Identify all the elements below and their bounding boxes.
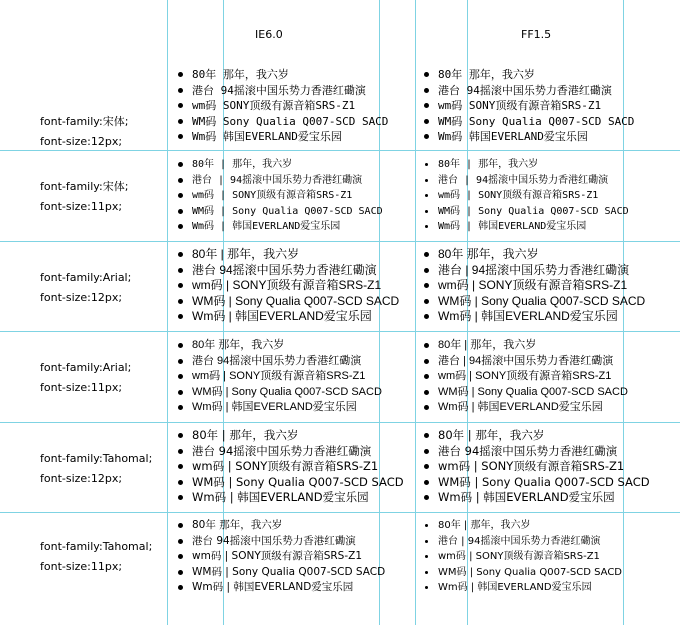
list-item-text: WM码 | Sony Qualia Q007-SCD SACD: [438, 474, 650, 489]
list-item: [422, 428, 650, 444]
sample-list-ff: [422, 67, 634, 145]
sample-list-ff: [422, 338, 628, 416]
bullet-icon: [424, 433, 429, 438]
list-item-text: 港台 | 94摇滚中国乐势力香港红磡演: [438, 354, 614, 367]
list-item-text: WM码 Sony Qualia Q007-SCD SACD: [438, 114, 635, 128]
list-item: [176, 475, 404, 491]
list-item: [422, 204, 629, 220]
list-item-text: 80年 那年，我六岁: [438, 68, 535, 81]
list-item: [422, 263, 645, 279]
bullet-icon: [424, 374, 429, 379]
bullet-icon: [424, 343, 429, 348]
list-item: [422, 83, 634, 99]
list-item-text: WM码 | Sony Qualia Q007-SCD SACD: [192, 385, 382, 398]
bullet-icon: [178, 119, 183, 124]
bullet-icon: [178, 449, 183, 454]
list-item: [176, 549, 385, 565]
comparison-row: [0, 513, 680, 603]
sample-list-ie: [176, 247, 399, 325]
row-label: [40, 537, 152, 577]
bullet-icon: [178, 433, 183, 438]
bullet-icon: [424, 119, 429, 124]
bullet-icon: [425, 586, 428, 589]
comparison-row: [0, 242, 680, 332]
list-item: [422, 219, 629, 235]
list-item: [422, 475, 650, 491]
bullet-icon: [178, 72, 183, 77]
row-label-size: font-size:12px;: [40, 135, 123, 148]
list-item: [176, 580, 385, 596]
bullet-icon: [425, 194, 428, 197]
bullet-icon: [178, 523, 183, 528]
list-item-text: wm码 | SONY顶级有源音箱SRS-Z1: [192, 459, 379, 474]
sample-list-ff: [422, 428, 650, 506]
bullet-icon: [178, 268, 183, 273]
list-item-text: 港台 94摇滚中国乐势力香港红磡演: [192, 443, 372, 458]
list-item-text: 港台 | 94摇滚中国乐势力香港红磡演: [438, 262, 630, 277]
list-item: [176, 309, 399, 325]
bullet-icon: [178, 495, 183, 500]
sample-list-ff: [422, 518, 622, 596]
bullet-icon: [178, 585, 183, 590]
list-item-text: wm码 | SONY顶级有源音箱SRS-Z1: [192, 190, 353, 202]
list-item-text: 80年 | 那年，我六岁: [438, 428, 545, 442]
comparison-row: [0, 423, 680, 513]
list-item-text: WM码 Sony Qualia Q007-SCD SACD: [192, 114, 389, 128]
list-item-text: 80年 那年，我六岁: [192, 68, 289, 81]
bullet-icon: [425, 571, 428, 574]
list-item-text: 港台 | 94摇滚中国乐势力香港红磡演: [438, 535, 601, 547]
bullet-icon: [424, 299, 429, 304]
bullet-icon: [178, 464, 183, 469]
list-item: [422, 534, 622, 550]
row-label-size: font-size:12px;: [40, 472, 123, 485]
sample-list-ie: [176, 157, 383, 235]
list-item-text: Wm码 | 韩国EVERLAND爱宝乐园: [192, 401, 357, 414]
row-label-family: font-family:Arial;: [40, 361, 132, 374]
bullet-icon: [424, 252, 429, 257]
list-item-text: Wm码 | 韩国EVERLAND爱宝乐园: [438, 401, 603, 414]
list-item-text: Wm码 | 韩国EVERLAND爱宝乐园: [438, 490, 615, 505]
bullet-icon: [178, 554, 183, 559]
list-item: [422, 157, 629, 173]
bullet-icon: [178, 103, 183, 108]
list-item: [176, 490, 404, 506]
bullet-icon: [178, 343, 183, 348]
list-item-text: 80年 | 那年，我六岁: [192, 247, 300, 261]
sample-list-ff: [422, 247, 645, 325]
list-item: [176, 444, 404, 460]
row-label-size: font-size:11px;: [40, 560, 123, 573]
list-item: [422, 114, 634, 130]
list-item: [422, 444, 650, 460]
sample-list-ie: [176, 518, 385, 596]
row-label: [40, 177, 128, 217]
list-item-text: 80年 | 那年，我六岁: [438, 520, 531, 531]
list-item: [422, 338, 628, 354]
bullet-icon: [424, 88, 429, 93]
list-item: [176, 369, 382, 385]
list-item-text: 港台 94摇滚中国乐势力香港红磡演: [438, 443, 618, 458]
bullet-icon: [424, 405, 429, 410]
list-item: [422, 98, 634, 114]
list-item-text: wm码 | SONY顶级有源音箱SRS-Z1: [192, 550, 363, 563]
list-item-text: 港台 | 94摇滚中国乐势力香港红磡演: [438, 174, 609, 186]
list-item-text: 80年 | 那年，我六岁: [438, 339, 537, 351]
bullet-icon: [178, 359, 183, 364]
list-item: [422, 278, 645, 294]
bullet-icon: [425, 225, 428, 228]
row-label-size: font-size:11px;: [40, 381, 123, 394]
row-label-family: font-family:Arial;: [40, 271, 132, 284]
list-item-text: wm码 | SONY顶级有源音箱SRS-Z1: [192, 278, 382, 293]
bullet-icon: [178, 299, 183, 304]
bullet-icon: [178, 374, 183, 379]
list-item: [176, 385, 382, 401]
list-item: [176, 534, 385, 550]
list-item: [176, 98, 388, 114]
row-label-size: font-size:12px;: [40, 291, 123, 304]
bullet-icon: [178, 209, 183, 214]
list-item: [176, 263, 399, 279]
bullet-icon: [178, 88, 183, 93]
list-item: [176, 338, 382, 354]
list-item-text: Wm码 | 韩国EVERLAND爱宝乐园: [438, 582, 592, 594]
bullet-icon: [178, 283, 183, 288]
comparison-row: [0, 151, 680, 241]
bullet-icon: [178, 539, 183, 544]
list-item-text: 80年 那年，我六岁: [192, 339, 285, 351]
bullet-icon: [178, 314, 183, 319]
bullet-icon: [424, 390, 429, 395]
bullet-icon: [178, 390, 183, 395]
list-item: [176, 518, 385, 534]
list-item: [422, 309, 645, 325]
row-label-family: font-family:宋体;: [40, 115, 129, 128]
bullet-icon: [178, 162, 183, 167]
list-item: [422, 369, 628, 385]
bullet-icon: [424, 314, 429, 319]
bullet-icon: [424, 480, 429, 485]
list-item: [176, 204, 383, 220]
row-label-family: font-family:Tahomal;: [40, 452, 153, 465]
bullet-icon: [425, 524, 428, 527]
list-item-text: 港台 94摇滚中国乐势力香港红磡演: [438, 83, 612, 97]
bullet-icon: [178, 134, 183, 139]
bullet-icon: [178, 405, 183, 410]
list-item-text: wm码 SONY顶级有源音箱SRS-Z1: [192, 99, 356, 113]
list-item: [422, 67, 634, 83]
list-item: [176, 278, 399, 294]
sample-list-ff: [422, 157, 629, 235]
sample-list-ie: [176, 67, 388, 145]
bullet-icon: [424, 103, 429, 108]
bullet-icon: [424, 134, 429, 139]
list-item: [176, 294, 399, 310]
row-label-size: font-size:11px;: [40, 200, 123, 213]
list-item-text: wm码 | SONY顶级有源音箱SRS-Z1: [438, 370, 612, 383]
row-label: [40, 358, 131, 398]
list-item-text: 港台 94摇滚中国乐势力香港红磡演: [192, 534, 356, 547]
list-item-text: WM码 | Sony Qualia Q007-SCD SACD: [438, 566, 622, 578]
list-item-text: WM码 | Sony Qualia Q007-SCD SACD: [192, 205, 383, 217]
list-item-text: 港台 94摇滚中国乐势力香港红磡演: [192, 262, 377, 277]
bullet-icon: [178, 252, 183, 257]
bullet-icon: [178, 224, 183, 229]
bullet-icon: [424, 449, 429, 454]
row-label: [40, 112, 128, 152]
list-item: [422, 490, 650, 506]
comparison-row: [0, 60, 680, 150]
list-item-text: Wm码 | 韩国EVERLAND爱宝乐园: [438, 221, 587, 233]
list-item-text: WM码 | Sony Qualia Q007-SCD SACD: [438, 385, 628, 398]
bullet-icon: [424, 72, 429, 77]
bullet-icon: [425, 210, 428, 213]
comparison-row: [0, 332, 680, 422]
list-item: [422, 459, 650, 475]
list-item-text: Wm码 | 韩国EVERLAND爱宝乐园: [192, 309, 372, 324]
list-item-text: WM码 | Sony Qualia Q007-SCD SACD: [438, 205, 629, 217]
bullet-icon: [178, 178, 183, 183]
list-item-text: wm码 | SONY顶级有源音箱SRS-Z1: [438, 190, 599, 202]
bullet-icon: [178, 480, 183, 485]
list-item: [422, 247, 645, 263]
bullet-icon: [424, 359, 429, 364]
list-item: [176, 565, 385, 581]
list-item: [176, 83, 388, 99]
list-item-text: 80年 | 那年，我六岁: [192, 428, 299, 442]
list-item-text: WM码 | Sony Qualia Q007-SCD SACD: [438, 293, 646, 308]
list-item-text: 港台 94摇滚中国乐势力香港红磡演: [192, 354, 362, 367]
list-item-text: 港台 94摇滚中国乐势力香港红磡演: [192, 83, 366, 97]
list-item: [422, 580, 622, 596]
list-item: [422, 565, 622, 581]
list-item: [176, 247, 399, 263]
list-item: [422, 385, 628, 401]
list-item-text: Wm码 | 韩国EVERLAND爱宝乐园: [438, 309, 618, 324]
list-item-text: wm码 | SONY顶级有源音箱SRS-Z1: [438, 551, 600, 563]
list-item-text: WM码 | Sony Qualia Q007-SCD SACD: [192, 293, 400, 308]
list-item: [176, 129, 388, 145]
bullet-icon: [178, 570, 183, 575]
list-item-text: 港台 | 94摇滚中国乐势力香港红磡演: [192, 174, 363, 186]
column-header-ie: IE6.0: [255, 28, 283, 41]
row-label-family: font-family:Tahomal;: [40, 540, 153, 553]
list-item: [422, 354, 628, 370]
row-label-family: font-family:宋体;: [40, 180, 129, 193]
bullet-icon: [424, 464, 429, 469]
list-item-text: wm码 | SONY顶级有源音箱SRS-Z1: [438, 278, 628, 293]
list-item: [422, 173, 629, 189]
list-item-text: wm码 SONY顶级有源音箱SRS-Z1: [438, 99, 602, 113]
list-item: [422, 294, 645, 310]
list-item: [422, 400, 628, 416]
list-item-text: Wm码 | 韩国EVERLAND爱宝乐园: [192, 581, 354, 594]
bullet-icon: [425, 540, 428, 543]
sample-list-ie: [176, 428, 404, 506]
bullet-icon: [425, 163, 428, 166]
bullet-icon: [178, 193, 183, 198]
list-item-text: wm码 | SONY顶级有源音箱SRS-Z1: [438, 459, 625, 474]
list-item-text: 80年 | 那年，我六岁: [438, 159, 539, 170]
column-header-ff: FF1.5: [521, 28, 552, 41]
list-item: [176, 188, 383, 204]
list-item: [176, 114, 388, 130]
list-item-text: 80年 那年，我六岁: [438, 247, 539, 261]
list-item: [176, 428, 404, 444]
bullet-icon: [424, 268, 429, 273]
list-item: [422, 129, 634, 145]
list-item-text: wm码 | SONY顶级有源音箱SRS-Z1: [192, 370, 366, 383]
list-item-text: Wm码 | 韩国EVERLAND爱宝乐园: [192, 490, 369, 505]
list-item: [176, 459, 404, 475]
list-item: [176, 354, 382, 370]
bullet-icon: [425, 555, 428, 558]
bullet-icon: [424, 283, 429, 288]
list-item-text: WM码 | Sony Qualia Q007-SCD SACD: [192, 474, 404, 489]
list-item-text: 80年 | 那年，我六岁: [192, 159, 293, 170]
list-item: [422, 188, 629, 204]
list-item: [422, 549, 622, 565]
row-label: [40, 449, 152, 489]
list-item-text: WM码 | Sony Qualia Q007-SCD SACD: [192, 565, 386, 578]
list-item: [176, 400, 382, 416]
list-item-text: Wm码 | 韩国EVERLAND爱宝乐园: [192, 221, 341, 233]
bullet-icon: [425, 179, 428, 182]
row-label: [40, 268, 131, 308]
list-item: [176, 173, 383, 189]
list-item-text: Wm码 韩国EVERLAND爱宝乐园: [438, 130, 588, 144]
list-item: [176, 219, 383, 235]
list-item-text: 80年 那年，我六岁: [192, 519, 283, 531]
sample-list-ie: [176, 338, 382, 416]
list-item: [422, 518, 622, 534]
bullet-icon: [424, 495, 429, 500]
list-item: [176, 67, 388, 83]
list-item-text: Wm码 韩国EVERLAND爱宝乐园: [192, 130, 342, 144]
list-item: [176, 157, 383, 173]
